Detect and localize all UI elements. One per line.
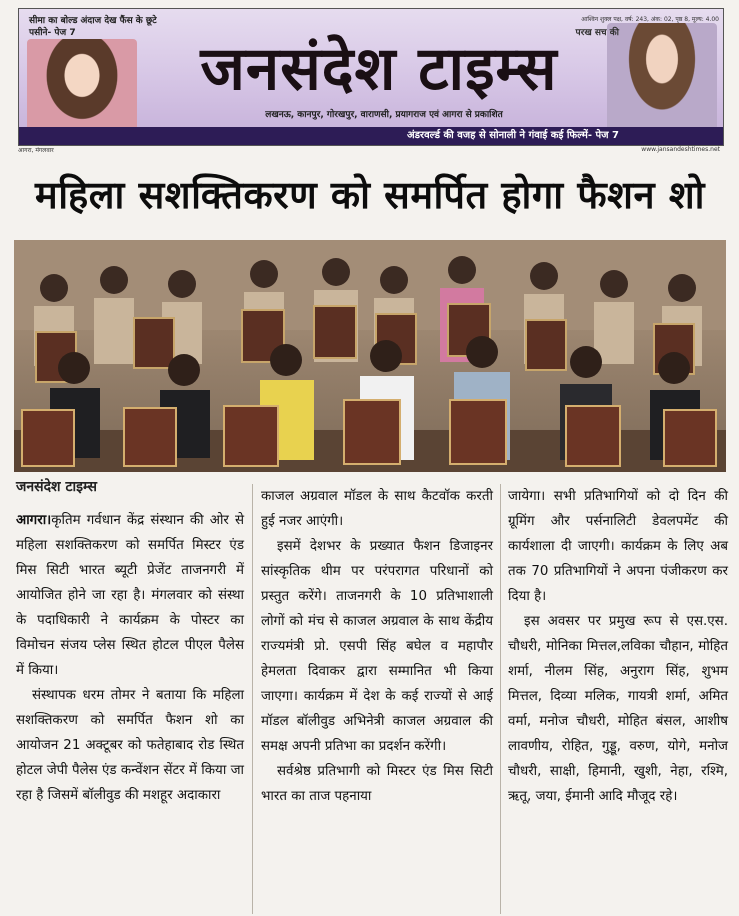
masthead-right-photo	[607, 23, 717, 143]
article-column-2	[261, 484, 493, 809]
article-column-3	[508, 484, 728, 809]
paragraph	[16, 508, 244, 683]
publication-cities: लखनऊ, कानपुर, गोरखपुर, वाराणसी, प्रयागराज एवं आगरा से प्रकाशित	[265, 110, 503, 120]
edition-info: आश्विन शुक्ल पक्ष, वर्ष: 243, अंक: 02, पृष्ठ 8, मूल्य: 4.00	[581, 16, 719, 23]
tagline: परख सच की	[575, 28, 619, 38]
masthead	[18, 8, 724, 146]
column-divider	[252, 484, 253, 914]
article-column-1	[16, 508, 244, 808]
column-divider	[500, 484, 501, 914]
right-teaser: अंडरवर्ल्ड की वजह से सोनाली ने गंवाई कई फिल्में- पेज 7	[406, 130, 619, 141]
group-photo-illustration	[14, 240, 726, 472]
paragraph-text: कृतिम गर्वधान केंद्र संस्थान की ओर से महिला सशक्तिकरण को समर्पित मिस्टर एंड मिस सिटी भारत ब्यूटी प्रेजेंट ताजनगरी में आयोजित होने जा रहा है। मंगलवार को संस्था के पदाधिकारी ने कार्यक्रम के पोस्टर का विमोचन संजय प्लेस स्थित होटल पीएल पैलेस में किया।	[16, 513, 244, 678]
byline: जनसंदेश टाइम्स	[16, 479, 98, 495]
left-teaser: सीमा का बोल्ड अंदाज देख फैंस के छूटे पसीने- पेज 7	[29, 16, 157, 38]
paragraph: इस अवसर पर प्रमुख रूप से एस.एस. चौधरी, मोनिका मित्तल,लविका चौहान, मोहित शर्मा, नीलम सिंह, अनुराग सिंह, शुभम मित्तल, दिव्या मलिक, गायत्री शर्मा, अमित वर्मा, मनोज चौधरी, मोहित बंसल, आशीष लावणीय, रोहित, गुड्डू, वरुण, योगे, मनोज चौधरी, साक्षी, हिमानी, खुशी, नेहा, रश्मि, ऋतू, जया, ईमानी आदि मौजूद रहे।	[508, 614, 728, 804]
date-label: आगरा, मंगलवार	[18, 147, 54, 154]
website: www.jansandeshtimes.net	[641, 146, 720, 153]
paragraph: जायेगा। सभी प्रतिभागियों को दो दिन की ग्रूमिंग और पर्सनालिटी डेवलपमेंट की कार्यशाला दी जाएगी। कार्यक्रम के लिए अब तक 70 प्रतिभागियों ने अपना पंजीकरण कर दिया है।	[508, 489, 728, 604]
dateline: आगरा।	[16, 513, 52, 528]
paragraph: सर्वश्रेष्ठ प्रतिभागी को मिस्टर एंड मिस सिटी भारत का ताज पहनाया	[261, 764, 493, 804]
newspaper-title: जनसंदेश टाइम्स	[200, 34, 558, 104]
group-photo	[14, 240, 726, 472]
headline: महिला सशक्तिकरण को समर्पित होगा फैशन शो	[34, 173, 706, 217]
paragraph: इसमें देशभर के प्रख्यात फैशन डिजाइनर सांस्कृतिक थीम पर परंपरागत परिधानों को प्रस्तुत करेंगे। ताजनगरी के 10 प्रतिभाशाली लोगों को मंच से काजल अग्रवाल के साथ केंद्रीय राज्यमंत्री प्रो. एसपी सिंह बघेल व महापौर हेमलता दिवाकर द्वारा सम्मानित भी किया जाएगा। कार्यक्रम में देश के कई राज्यों से आई मॉडल बॉलीवुड अभिनेत्री काजल अग्रवाल की समक्ष अपनी प्रतिभा का प्रदर्शन करेंगी।	[261, 539, 493, 754]
paragraph: संस्थापक धरम तोमर ने बताया कि महिला सशक्तिकरण को समर्पित फैशन शो का आयोजन 21 अक्टूबर को फतेहाबाद रोड स्थित होटल जेपी पैलेस एंड कन्वेंशन सेंटर में किया जा रहा है जिसमें बॉलीवुड की मशहूर अदाकारा	[16, 688, 244, 803]
paragraph: काजल अग्रवाल मॉडल के साथ कैटवॉक करती हुई नजर आएंगी।	[261, 489, 493, 529]
